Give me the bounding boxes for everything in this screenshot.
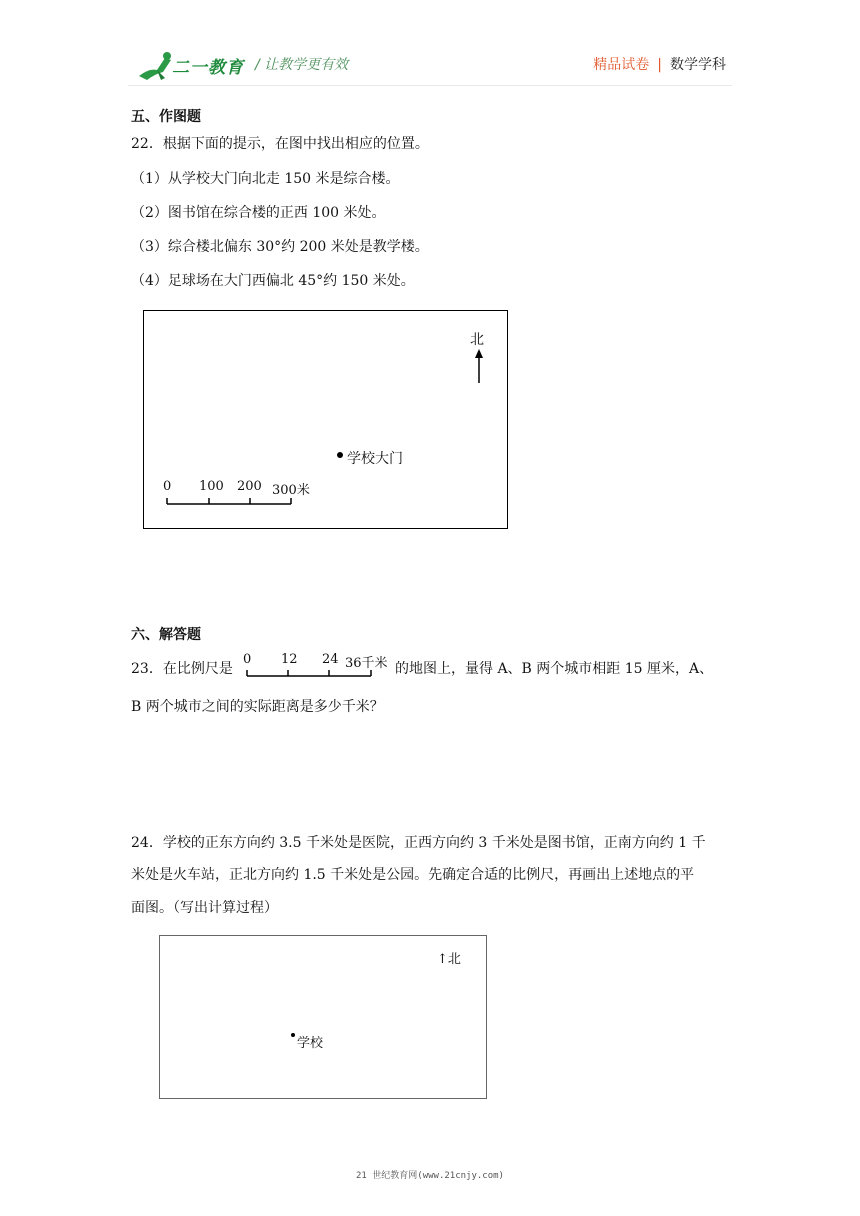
section-title-drawing: 五、作图题 (131, 109, 201, 125)
scale-label-100: 100 (199, 479, 224, 494)
page-header (0, 0, 860, 90)
q23-scale-label-0: 0 (243, 652, 252, 667)
header-separator: | (657, 57, 662, 73)
question-22-stem: 22．根据下面的提示，在图中找出相应的位置。 (131, 136, 429, 152)
q22-map-drawing (144, 311, 506, 527)
q23-scale-label-12: 12 (281, 652, 298, 667)
north-label: 北 (470, 332, 484, 348)
header-subject: 数学学科 (670, 57, 726, 73)
question-24-line1: 24．学校的正东方向约 3.5 千米处是医院，正西方向约 3 千米处是图书馆，正南方向约 1 千 (131, 835, 706, 851)
north-arrow-icon (475, 349, 483, 358)
gate-dot (337, 452, 343, 458)
q23-scale-label-24: 24 (322, 652, 339, 667)
question-23-prefix: 23．在比例尺是 (131, 661, 233, 677)
scale-label-300: 300米 (272, 483, 310, 498)
question-22-item-1: （1）从学校大门向北走 150 米是综合楼。 (131, 171, 400, 187)
header-divider (128, 85, 732, 86)
question-23-suffix: 的地图上，量得 A、B 两个城市相距 15 厘米，A、 (395, 661, 714, 677)
question-22-item-4: （4）足球场在大门西偏北 45°约 150 米处。 (131, 273, 415, 289)
header-tag: 精品试卷 (593, 57, 650, 73)
question-23-line1 (131, 652, 736, 682)
section-title-solve: 六、解答题 (131, 627, 201, 643)
question-22-item-3: （3）综合楼北偏东 30°约 200 米处是教学楼。 (131, 239, 429, 255)
page-footer: 21 世纪教育网(www.21cnjy.com) (356, 1171, 504, 1181)
question-24-line3: 面图。（写出计算过程） (131, 900, 278, 916)
scale-label-200: 200 (237, 479, 262, 494)
q22-map-frame (143, 310, 508, 529)
question-24-line2: 米处是火车站，正北方向约 1.5 千米处是公园。先确定合适的比例尺，再画出上述地点的平 (131, 867, 695, 883)
school-dot (291, 1033, 295, 1037)
scale-label-0: 0 (163, 479, 172, 494)
gate-label: 学校大门 (347, 451, 403, 467)
slogan: / 让教学更有效 (255, 57, 349, 73)
logo-text: 二一教育 (172, 58, 244, 78)
question-22-item-2: （2）图书馆在综合楼的正西 100 米处。 (131, 205, 386, 221)
question-23-line2: B 两个城市之间的实际距离是多少千米？ (131, 699, 384, 715)
q24-map-drawing (160, 936, 486, 1098)
header-right (593, 54, 726, 74)
q24-map-frame (159, 935, 487, 1099)
q24-north-label: ↑北 (437, 952, 461, 967)
q23-scale-label-36: 36千米 (345, 656, 388, 671)
school-label: 学校 (297, 1036, 324, 1051)
